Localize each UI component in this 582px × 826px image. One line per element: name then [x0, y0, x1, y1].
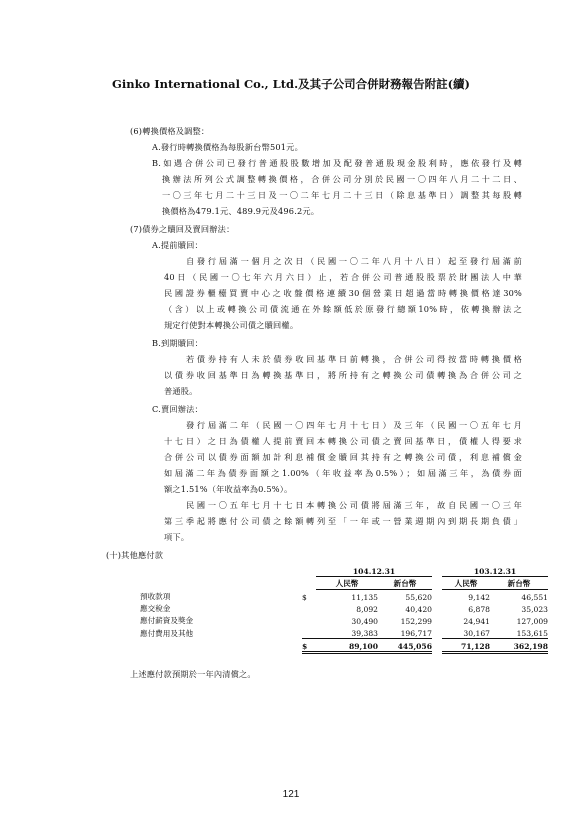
date-header-2015: 104.12.31 — [316, 564, 432, 577]
page-title: Ginko International Co., Ltd.及其子公司合併財務報告附註(續) — [112, 77, 470, 91]
table-row — [140, 626, 548, 639]
table-cell: 196,717 — [378, 626, 432, 639]
section7-item-a-line5: 規定行使對本轉換公司債之贖回權。 — [164, 320, 299, 330]
section6-item-b-line1: B.如遇合併公司已發行普通股股數增加及配發普通股現金股利時，應依發行及轉 — [152, 158, 522, 168]
section6-item-b-line3: 一〇三年七月二十三日及一〇二年七月二十三日（除息基準日）調整其每股轉 — [162, 190, 522, 200]
section7-item-c2-line3: 項下。 — [164, 532, 190, 542]
total-cell: 362,198 — [490, 639, 548, 653]
table-cell: 55,620 — [405, 593, 432, 602]
section7-heading: (7)債券之贖回及賣回辦法： — [130, 224, 235, 234]
table-cell: 127,009 — [516, 617, 548, 626]
table-cell: 40,420 — [405, 605, 432, 614]
table-row — [140, 590, 548, 603]
section7-item-c-line1: 發行屆滿二年（民國一〇四年七月十七日）及三年（民國一〇五年七月 — [186, 420, 522, 430]
section10-note: 上述應付款預期於一年內清償之。 — [130, 669, 256, 679]
section7-item-b-line2: 以債券收回基準日為轉換基準日，將所持有之轉換公司債轉換為合併公司之 — [164, 370, 522, 380]
section7-item-b-title: B.到期贖回： — [152, 338, 203, 348]
section7-item-c2-line2: 第三季起將應付公司債之餘額轉列至「一年或一營業週期內到期長期負債」 — [164, 516, 522, 526]
section7-item-c-title: C.賣回辦法： — [152, 404, 203, 414]
table-cell: 8,092 — [356, 605, 378, 614]
total-cell: 89,100 — [316, 639, 378, 653]
table-cell: 11,135 — [351, 593, 378, 602]
section6-item-b-line2: 換辦法所列公式調整轉換價格，合併公司分別於民國一〇四年八月二十二日、 — [162, 174, 522, 184]
column-header-ntd-2015: 新台幣 — [378, 577, 432, 590]
table-cell: 6,878 — [468, 605, 490, 614]
column-header-ntd-2014: 新台幣 — [490, 577, 548, 590]
table-date-header-row — [140, 564, 548, 577]
section7-item-a-line2: 40日（民國一〇七年六月六日）止，若合併公司普通股股票於財團法人中華 — [164, 272, 522, 282]
table-column-header-row — [140, 577, 548, 590]
section7-item-b-line3: 普通股。 — [164, 386, 198, 396]
row-label: 應交稅金 — [140, 604, 171, 613]
section6-item-b-line4: 換價格為479.1元、489.9元及496.2元。 — [162, 206, 320, 216]
table-cell: 152,299 — [400, 617, 432, 626]
section7-item-c-line5: 額之1.51%（年收益率為0.5%）。 — [164, 484, 293, 494]
table-cell: 24,941 — [463, 617, 490, 626]
date-header-2014: 103.12.31 — [442, 564, 548, 577]
section7-item-a-title: A.提前贖回： — [152, 240, 203, 250]
table-cell: 153,615 — [490, 626, 548, 639]
page-number: 121 — [282, 789, 300, 800]
column-header-rmb-2014: 人民幣 — [442, 577, 490, 590]
table-cell: 30,167 — [442, 626, 490, 639]
section7-item-c-line4: 如屆滿二年為債券面額之1.00%（年收益率為0.5%）；如屆滿三年，為債券面 — [164, 468, 522, 478]
row-label: 應付薪資及獎金 — [140, 616, 194, 625]
table-cell: 9,142 — [468, 593, 490, 602]
table-cell: 46,551 — [521, 593, 548, 602]
section7-item-c-line2: 十七日）之日為債權人提前賣回本轉換公司債之賣回基準日，債權人得要求 — [164, 436, 522, 446]
table-cell: 39,383 — [316, 626, 378, 639]
currency-symbol: $ — [302, 639, 316, 653]
table-cell: 35,023 — [521, 605, 548, 614]
section7-item-a-line4: （含）以上或轉換公司債流通在外餘額低於原發行總額10%時，依轉換辦法之 — [164, 304, 522, 314]
section6-heading: (6)轉換價格及調整： — [130, 126, 210, 136]
row-label: 預收款項 — [140, 592, 171, 601]
section7-item-c-line3: 合併公司以債券面額加計利息補償金贖回其持有之轉換公司債，利息補償金 — [164, 452, 522, 462]
other-payables-table — [140, 564, 548, 654]
column-header-rmb-2015: 人民幣 — [316, 577, 378, 590]
table-row — [140, 614, 548, 626]
row-label: 應付費用及其他 — [140, 628, 194, 638]
section7-item-b-line1: 若債券持有人未於債券收回基準日前轉換，合併公司得按當時轉換價格 — [186, 354, 522, 364]
section7-item-a-line3: 民國證券櫃檯買賣中心之收盤價格連續30個營業日超過當時轉換價格達30% — [164, 288, 522, 298]
section10-heading: (十)其他應付款 — [106, 550, 164, 560]
section7-item-c2-line1: 民國一〇五年七月十七日本轉換公司債將屆滿三年，故自民國一〇三年 — [186, 500, 522, 510]
table-cell: 30,490 — [351, 617, 378, 626]
section7-item-a-line1: 自發行屆滿一個月之次日（民國一〇二年八月十八日）起至發行屆滿前 — [186, 256, 522, 266]
table-total-row — [140, 639, 548, 653]
table-row — [140, 602, 548, 614]
total-cell: 445,056 — [378, 639, 432, 653]
total-cell: 71,128 — [442, 639, 490, 653]
section6-item-a: A.發行時轉換價格為每股新台幣501元。 — [152, 142, 303, 152]
currency-symbol: $ — [302, 593, 307, 602]
